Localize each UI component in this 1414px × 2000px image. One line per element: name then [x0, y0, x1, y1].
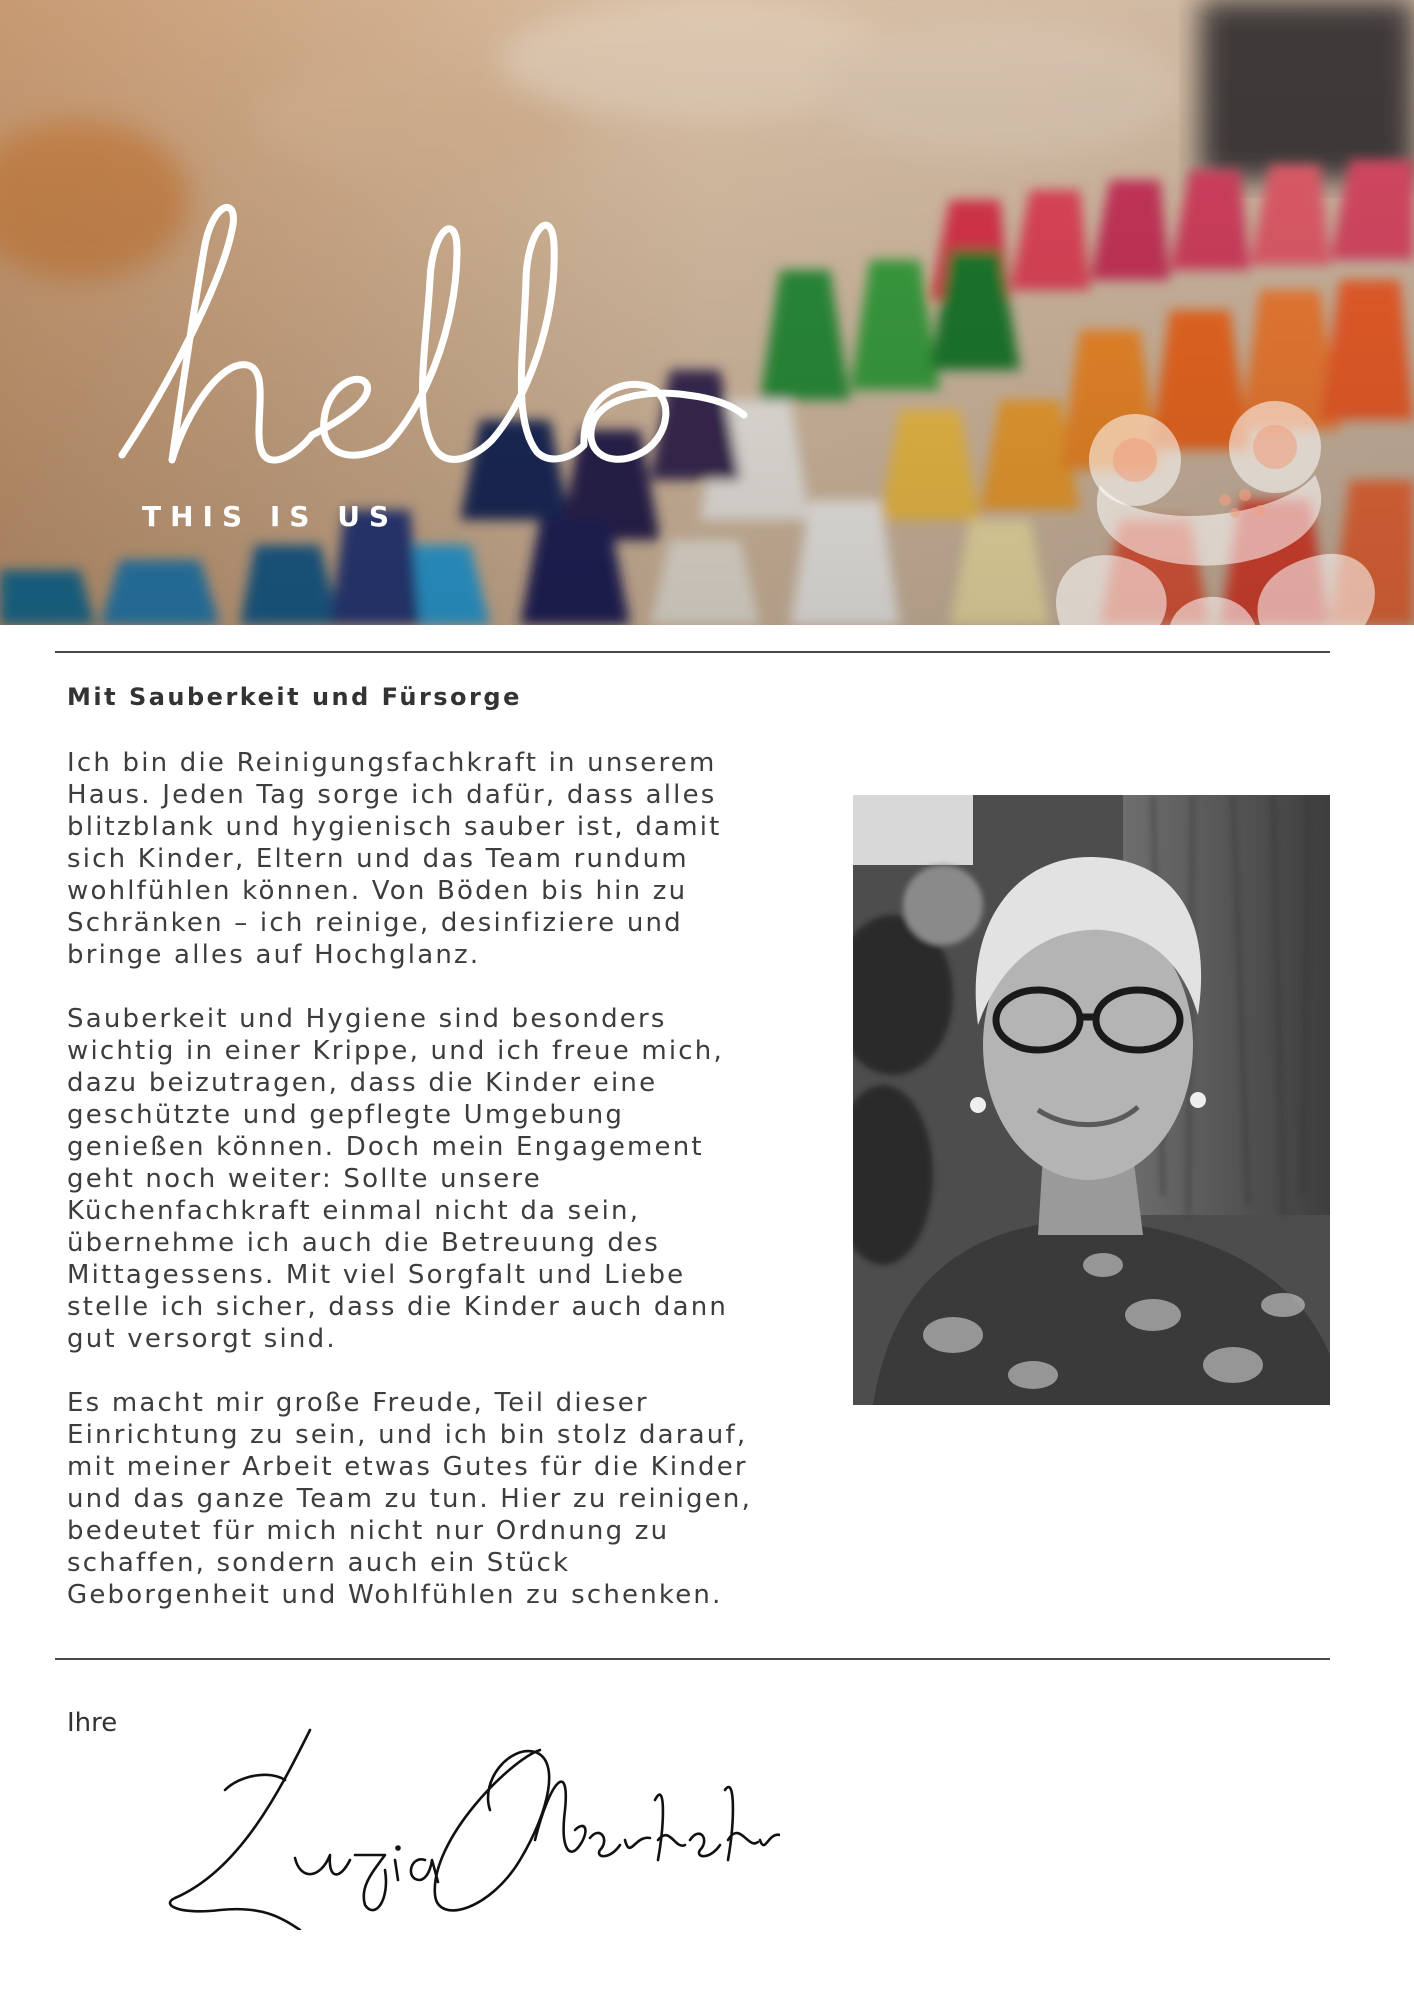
hero-subtitle: THIS IS US	[142, 500, 399, 533]
divider-bottom	[55, 1658, 1330, 1660]
frog-logo-icon	[1020, 395, 1390, 625]
paragraph-1: Ich bin die Reinigungsfachkraft in unserem Haus. Jeden Tag sorge ich dafür, dass alles blitzblank und hygienisch sauber ist, damit sich Kinder, Eltern und das Team rundum wohlfühlen können. Von Böden bis hin zu Schränken – ich reinige, desinfiziere und bringe alles auf Hochglanz.	[67, 748, 722, 970]
divider-top	[55, 651, 1330, 653]
hero-banner	[0, 0, 1414, 625]
signature	[160, 1720, 780, 1930]
portrait-photo	[853, 795, 1330, 1405]
closing-salutation: Ihre	[67, 1708, 118, 1738]
hero-title	[112, 190, 752, 490]
paragraph-2: Sauberkeit und Hygiene sind besonders wichtig in einer Krippe, und ich freue mich, dazu beizutragen, dass die Kinder eine geschützte und gepflegte Umgebung genießen können. Doch mein Engagement geht noch weiter: Sollte unsere Küchenfachkraft einmal nicht da sein, übernehme ich auch die Betreuung des Mittagessens. Mit viel Sorgfalt und Liebe stelle ich sicher, dass die Kinder auch dann gut versorgt sind.	[67, 1004, 729, 1354]
paragraph-3: Es macht mir große Freude, Teil dieser Einrichtung zu sein, und ich bin stolz darauf, mit meiner Arbeit etwas Gutes für die Kinder und das ganze Team zu tun. Hier zu reinigen, bedeutet für mich nicht nur Ordnung zu schaffen, sondern auch ein Stück Geborgenheit und Wohlfühlen zu schenken.	[67, 1388, 753, 1610]
section-heading: Mit Sauberkeit und Fürsorge	[67, 683, 522, 711]
